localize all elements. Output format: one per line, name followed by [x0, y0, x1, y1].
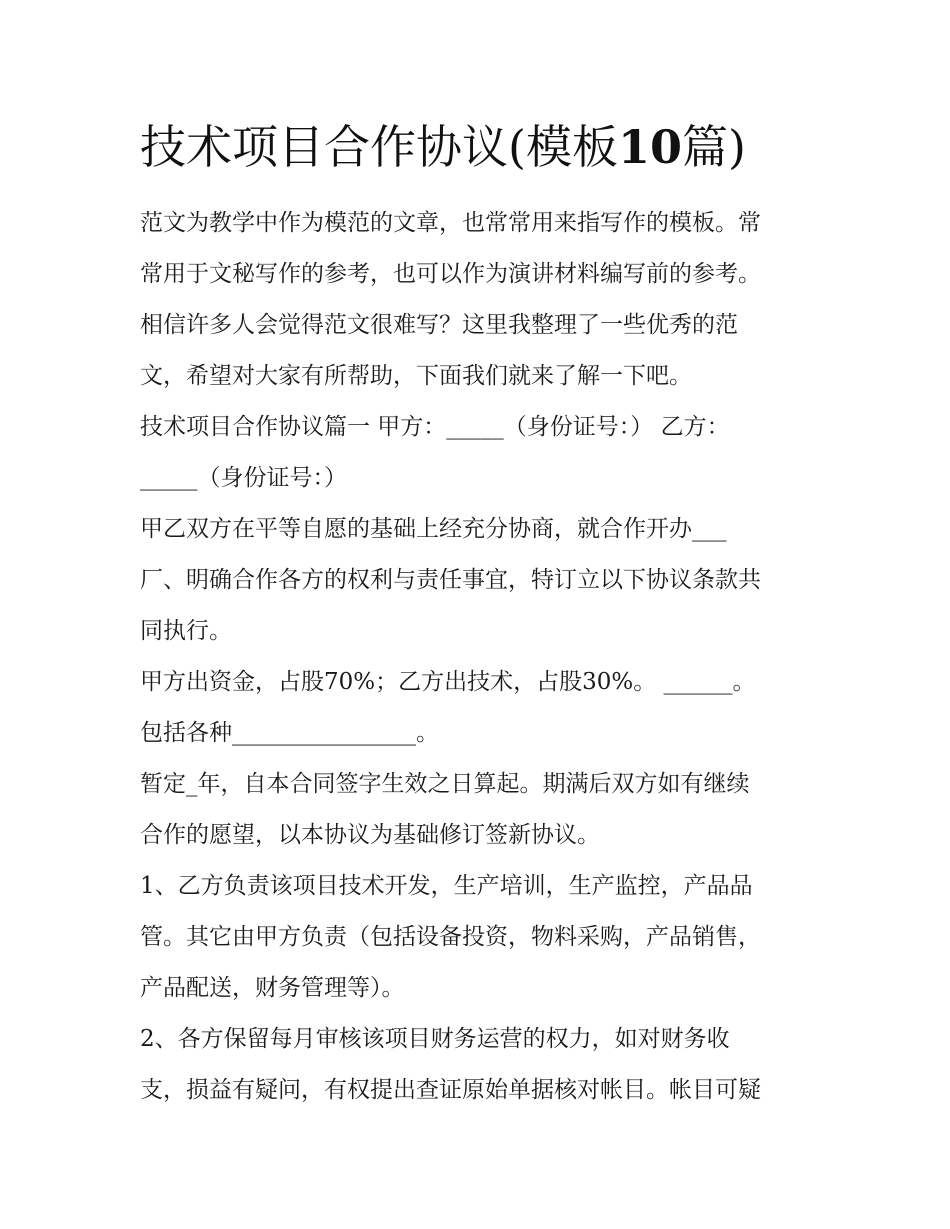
paragraph-intro	[140, 198, 820, 402]
paragraph-clause-1	[140, 861, 820, 1014]
text-line: 甲方出资金，占股70%；乙方出技术，占股30%。 ______。	[140, 669, 756, 695]
text-line: 技术项目合作协议篇一 甲方：_____（身份证号：） 乙方：	[140, 414, 730, 440]
text-line: 包括各种________________。	[140, 720, 439, 746]
paragraph-purpose	[140, 504, 820, 657]
text-line: 厂、明确合作各方的权利与责任事宜，特订立以下协议条款共	[140, 567, 761, 593]
paragraph-parties	[140, 402, 820, 504]
text-line: 合作的愿望，以本协议为基础修订签新协议。	[140, 822, 600, 848]
document-body	[140, 198, 820, 1116]
text-line: 支，损益有疑问，有权提出查证原始单据核对帐目。帐目可疑	[140, 1077, 761, 1103]
text-line: 2、各方保留每月审核该项目财务运营的权力，如对财务收	[140, 1026, 730, 1052]
text-line: 范文为教学中作为模范的文章，也常常用来指写作的模板。常	[140, 210, 761, 236]
paragraph-shares	[140, 657, 820, 759]
text-line: 暂定_年，自本合同签字生效之日算起。期满后双方如有继续	[140, 771, 750, 797]
text-line: 管。其它由甲方负责（包括设备投资，物料采购，产品销售，	[140, 924, 761, 950]
title-number: 10	[617, 120, 682, 174]
text-line: 同执行。	[140, 618, 232, 644]
text-line: 相信许多人会觉得范文很难写？这里我整理了一些优秀的范	[140, 312, 738, 338]
text-line: 甲乙双方在平等自愿的基础上经充分协商，就合作开办___	[140, 516, 727, 542]
text-line: _____（身份证号：）	[140, 465, 347, 491]
text-line: 文，希望对大家有所帮助，下面我们就来了解一下吧。	[140, 363, 692, 389]
text-line: 产品配送，财务管理等）。	[140, 975, 405, 1001]
paragraph-term	[140, 759, 820, 861]
text-line: 常用于文秘写作的参考，也可以作为演讲材料编写前的参考。	[140, 261, 761, 287]
paragraph-clause-2	[140, 1014, 820, 1116]
document-title	[140, 112, 840, 182]
title-suffix: 篇)	[681, 120, 746, 174]
text-line: 1、乙方负责该项目技术开发，生产培训，生产监控，产品品	[140, 873, 753, 899]
title-prefix: 技术项目合作协议(模板	[140, 120, 618, 174]
